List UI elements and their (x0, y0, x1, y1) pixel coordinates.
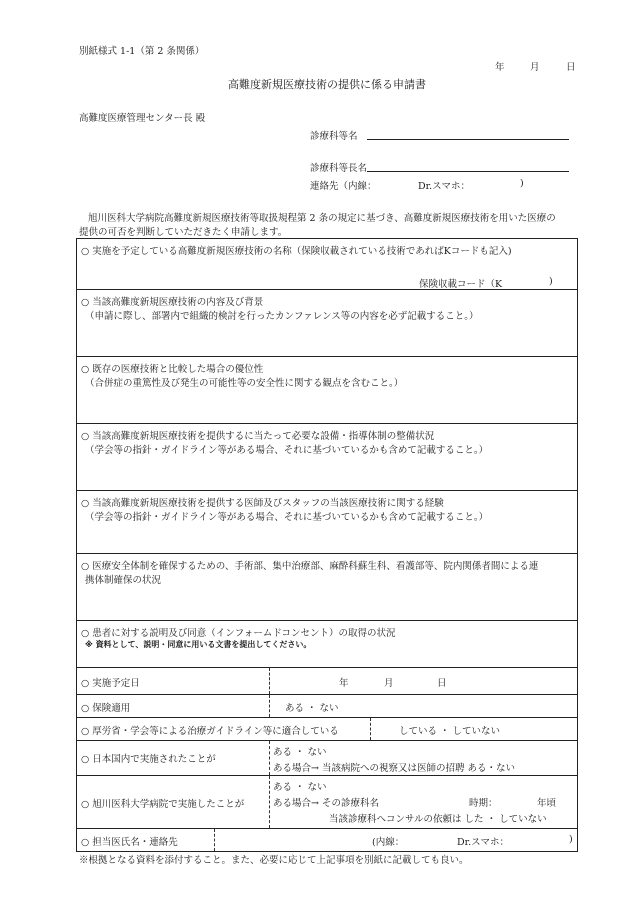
row-insurance[interactable]: ○ 保険適用 ある ・ ない (77, 695, 577, 717)
consent-note: ※ 資料として、説明・同意に用いる文書を提出してください。 (85, 640, 312, 649)
section-safety-system[interactable]: ○ 医療安全体制を確保するための、手術部、集中治療部、麻酔科蘇生科、看護部等、院内関係者間による連 携体制確保の状況 (81, 561, 539, 586)
date-year-label: 年 (495, 62, 505, 73)
application-form-table (76, 238, 578, 852)
intro-line-1: 旭川医科大学病院高難度新規医療技術等取扱規程第 2 条の規定に基づき、高難度新規医療技術を用いた医療の (88, 213, 556, 224)
dept-input-line[interactable] (367, 139, 569, 140)
row-asahikawa[interactable]: ○ 旭川医科大学病院で実施したことが ある ・ ない ある場合→ その診療科名 時期： 年頃 当該診療科へコンサルの依頼は した ・ していない (77, 776, 577, 828)
form-reference: 別紙様式 1-1（第 2 条関係） (79, 46, 205, 57)
section-technique-name[interactable]: ○ 実施を予定している高難度新規医療技術の名称（保険収載されている技術であればKコードも記入) 保険収載コード（K ) (81, 246, 553, 290)
consult-choice[interactable]: 当該診療科へコンサルの依頼は した ・ していない (329, 814, 547, 825)
dept-label: 診療科等名 (310, 131, 358, 142)
contact-phone-label: Dr.スマホ： (418, 181, 470, 192)
section-content-background[interactable]: ○ 当該高難度新規医療技術の内容及び背景 （申請に際し、部署内で組織的検討を行ったカンファレンス等の内容を必ず記載すること。） (81, 297, 479, 322)
dept-head-input-line[interactable] (367, 171, 569, 172)
section-superiority[interactable]: ○ 既存の医療技術と比較した場合の優位性 （合併症の重篤性及び発生の可能性等の安全性に関する観点を含むこと。） (81, 364, 404, 389)
date-day-label: 日 (566, 62, 576, 73)
asahikawa-dept-label: ある場合→ その診療科名 (273, 798, 379, 809)
domestic-visit-choice[interactable]: ある場合→ 当該病院への視察又は医師の招聘 ある・ない (273, 763, 516, 774)
asahikawa-year-label: 年頃 (537, 798, 557, 809)
insurance-choice[interactable]: ある ・ ない (285, 703, 339, 714)
date-month-label: 月 (530, 62, 540, 73)
contact-close: ) (520, 178, 524, 189)
row-doctor[interactable]: ○ 担当医氏名・連絡先 (内線： Dr.スマホ： ) (77, 829, 577, 851)
document-title: 高難度新規医療技術の提供に係る申請書 (228, 78, 426, 91)
asahikawa-period-label: 時期： (469, 798, 498, 809)
insurance-code-label: 保険収載コード（K (419, 279, 503, 290)
asahikawa-choice[interactable]: ある ・ ない (273, 782, 327, 793)
row-guideline[interactable]: ○ 厚労省・学会等による治療ガイドライン等に適合している している ・ していない (77, 718, 577, 740)
row-schedule-date[interactable]: ○ 実施予定日 年 月 日 (77, 668, 577, 694)
domestic-choice[interactable]: ある ・ ない (273, 747, 327, 758)
dept-head-label: 診療科等長名 (310, 163, 368, 174)
addressee: 高難度医療管理センター長 殿 (79, 113, 206, 124)
guideline-choice[interactable]: している ・ していない (399, 726, 501, 737)
intro-line-2: 提供の可否を判断していただきたく申請します。 (79, 227, 288, 238)
footer-note: ※根拠となる資料を添付すること。また、必要に応じて上記事項を別紙に記載しても良い。 (79, 855, 469, 866)
insurance-code-close: ) (549, 276, 553, 287)
section-informed-consent[interactable]: ○ 患者に対する説明及び同意（インフォームドコンセント）の取得の状況 ※ 資料として、説明・同意に用いる文書を提出してください。 (81, 628, 396, 649)
contact-label: 連絡先（内線： (310, 181, 377, 192)
section-facilities[interactable]: ○ 当該高難度新規医療技術を提供するに当たって必要な設備・指導体制の整備状況 （学会等の指針・ガイドライン等がある場合、それに基づいているかも含めて記載すること。） (81, 431, 489, 456)
row-domestic[interactable]: ○ 日本国内で実施されたことが ある ・ ない ある場合→ 当該病院への視察又は医師の招聘 ある・ない (77, 741, 577, 775)
section-experience[interactable]: ○ 当該高難度新規医療技術を提供する医師及びスタッフの当該医療技術に関する経験 （学会等の指針・ガイドライン等がある場合、それに基づいているかも含めて記載すること。） (81, 498, 489, 523)
